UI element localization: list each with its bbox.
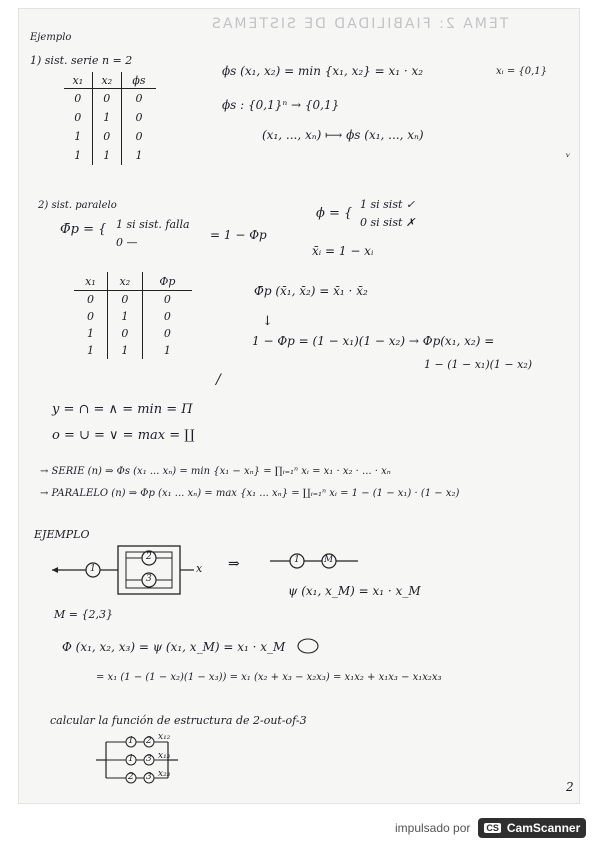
phi-composition: Φ (x₁, x₂, x₃) = ψ (x₁, x_M) = x₁ · x_M: [62, 640, 286, 654]
phibar-product-formula: Φ̄p (x̄₁, x̄₂) = x̄₁ · x̄₂: [254, 284, 368, 298]
camscanner-icon: CS: [486, 823, 499, 833]
k-side-label-2: x₁₃: [158, 751, 171, 761]
simplified-node-M: M: [324, 555, 334, 565]
series-min-formula: ϕs (x₁, x₂) = min {x₁, x₂} = x₁ · x₂: [222, 64, 424, 78]
phi-case-works: 1 si sist ✓: [360, 198, 416, 211]
k-node-a: 1: [128, 736, 134, 746]
series-map-formula: ϕs : {0,1}ⁿ → {0,1}: [222, 98, 340, 112]
phibar-case-ok: 0 —: [116, 236, 138, 249]
node-2-label: 2: [146, 552, 152, 562]
k-side-label-1: x₁₂: [158, 732, 171, 742]
k-node-d: 3: [146, 754, 152, 764]
section2-title: 2) sist. paralelo: [38, 200, 117, 211]
parallel-truth-table: x₁ x₂ Φp 0 0 0 0 1 0 1 0 0 1 1 1: [74, 272, 192, 359]
series-domain: xᵢ = {0,1}: [496, 66, 548, 77]
phi-case-fails: 0 si sist ✗: [360, 216, 416, 229]
ejemplo-heading: Ejemplo: [30, 32, 72, 43]
phi-expansion: = x₁ (1 − (1 − x₂)(1 − x₃)) = x₁ (x₂ + x₃ − x₂x₃) = x₁x₂ + x₁x₃ − x₁x₂x₃: [96, 672, 442, 683]
output-x-label: x: [196, 562, 203, 575]
bleed-through-header: TEMA 2: FIABILIDAD DE SISTEMAS: [210, 16, 509, 32]
k-node-e: 2: [128, 772, 134, 782]
series-mapsto-formula: (x₁, ..., xₙ) ⟼ ϕs (x₁, ..., xₙ): [262, 128, 424, 142]
camscanner-footer: [395, 818, 586, 838]
k-node-c: 1: [128, 754, 134, 764]
margin-mark: ᵥ: [566, 146, 571, 160]
page-number: 2: [566, 780, 574, 794]
implies-arrow: ⇒: [228, 556, 240, 572]
parallel-derivation: 1 − Φp = (1 − x₁)(1 − x₂) → Φp(x₁, x₂) =: [252, 334, 495, 348]
phibar-complement: = 1 − Φp: [210, 228, 267, 242]
k-side-label-3: x₂₃: [158, 769, 171, 779]
M-set: M = {2,3}: [54, 608, 113, 621]
simplified-node-1: 1: [294, 555, 300, 565]
series-truth-table: x₁ x₂ ϕs 0 0 0 0 1 0 1 0 0 1 1 1: [64, 72, 156, 165]
phibar-def-left: Φ̄p = {: [60, 222, 107, 237]
serie-general: → SERIE (n) ⇒ Φs (x₁ ... xₙ) = min {x₁ − xₙ} = ∏ᵢ₌₁ⁿ xᵢ = x₁ · x₂ · ... · xₙ: [40, 466, 391, 477]
ejemplo-title: EJEMPLO: [34, 528, 90, 541]
paralelo-general: → PARALELO (n) ⇒ Φp (x₁ ... xₙ) = max {x₁ ... xₙ} = ∐ᵢ₌₁ⁿ xᵢ = 1 − (1 − x₁) · (1 − x₂): [40, 488, 460, 499]
xbar-definition: x̄ᵢ = 1 − xᵢ: [312, 244, 374, 258]
camscanner-brand: CamScanner: [506, 821, 581, 835]
min-equivalence: y = ∩ = ∧ = min = Π: [52, 402, 193, 417]
down-arrow: ↓: [262, 314, 273, 329]
exercise-prompt: calcular la función de estructura de 2-out-of-3: [50, 714, 307, 727]
powered-by-text: impulsado por: [395, 821, 471, 835]
k-node-b: 2: [146, 736, 152, 746]
camscanner-logo: [478, 818, 586, 838]
max-equivalence: o = ∪ = ∨ = max = ∐: [52, 428, 195, 443]
node-1-label: 1: [90, 564, 96, 574]
psi-formula: ψ (x₁, x_M) = x₁ · x_M: [288, 584, 421, 598]
phi-def-left: ϕ = {: [316, 206, 353, 221]
slash-mark: /: [216, 372, 221, 388]
parallel-result: 1 − (1 − x₁)(1 − x₂): [424, 358, 533, 371]
k-node-f: 3: [146, 772, 152, 782]
phibar-case-fail: 1 si sist. falla: [116, 218, 190, 231]
section1-title: 1) sist. serie n = 2: [30, 54, 133, 67]
node-3-label: 3: [146, 574, 152, 584]
